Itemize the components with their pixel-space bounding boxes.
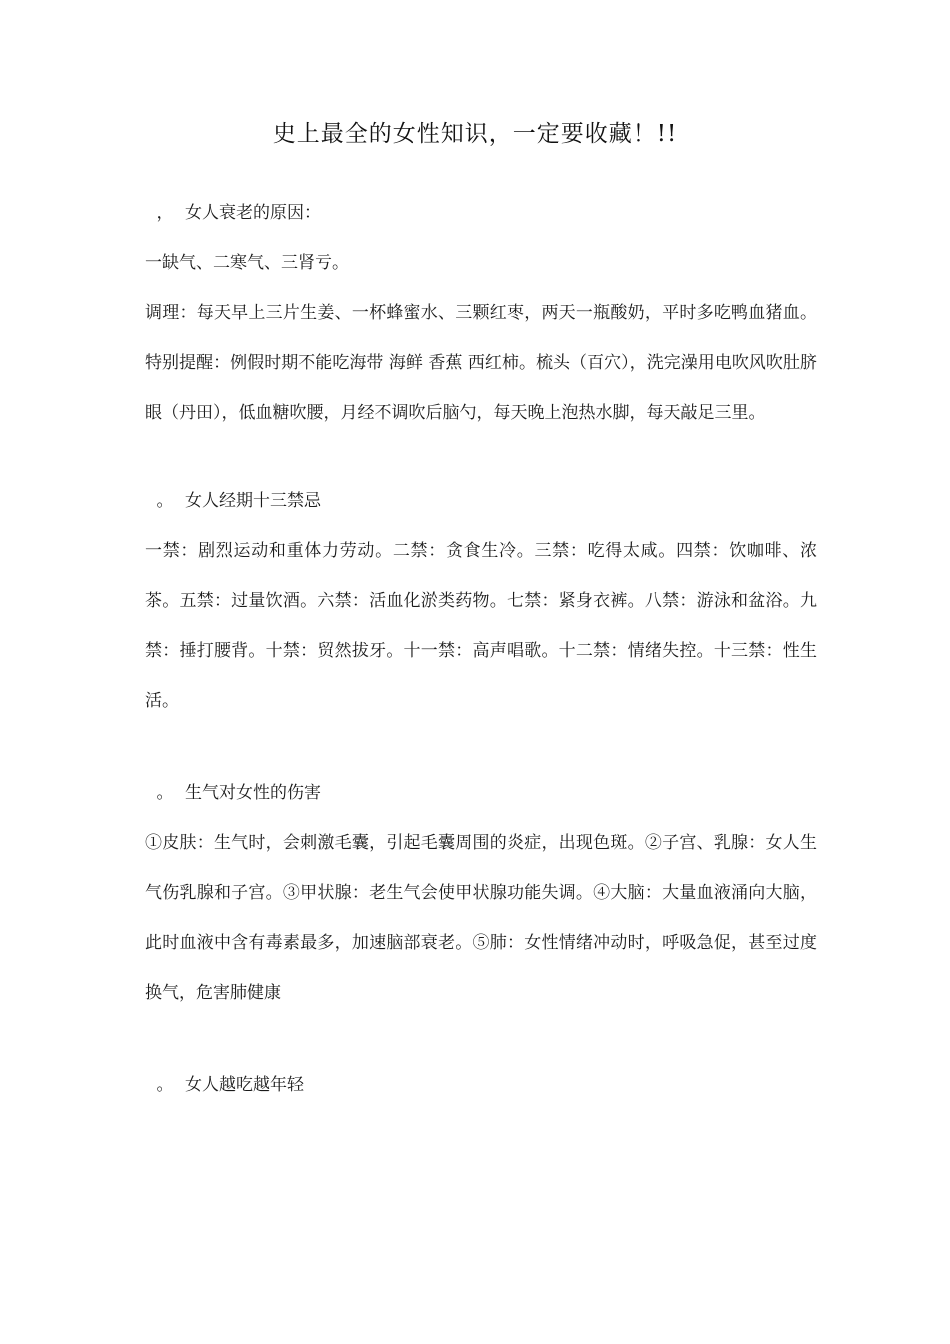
paragraph-conditioning: 调理：每天早上三片生姜、一杯蜂蜜水、三颗红枣，两天一瓶酸奶，平时多吃鸭血猪血。特别提醒：例假时期不能吃海带 海鲜 香蕉 西红柿。梳头（百穴），洗完澡用电吹风吹肚脐眼（丹田），低血糖吹腰，月经不调吹后脑勺，每天晚上泡热水脚，每天敲足三里。 (145, 303, 817, 423)
page-title: 史上最全的女性知识，一定要收藏！!! (272, 121, 678, 147)
heading-marker: 。 (156, 783, 174, 803)
heading-text: 女人衰老的原因： (185, 203, 321, 223)
heading-marker: ， (156, 203, 174, 223)
heading-text: 女人经期十三禁忌 (185, 491, 321, 511)
section-heading-aging-causes (145, 196, 817, 230)
section-heading-anger-harm (145, 776, 817, 810)
paragraph-anger-harm: ①皮肤：生气时，会刺激毛囊，引起毛囊周围的炎症，出现色斑。②子宫、乳腺：女人生气伤乳腺和子宫。③甲状腺：老生气会使甲状腺功能失调。④大脑：大量血液涌向大脑，此时血液中含有毒素最多，加速脑部衰老。⑤肺：女性情绪冲动时，呼吸急促，甚至过度换气，危害肺健康 (145, 833, 817, 1003)
section-heading-eat-younger (145, 1068, 817, 1102)
document-body (145, 196, 817, 1102)
heading-marker: 。 (156, 1075, 174, 1095)
section-heading-period-taboos (145, 484, 817, 518)
heading-text: 生气对女性的伤害 (185, 783, 321, 803)
paragraph-period-taboos: 一禁：剧烈运动和重体力劳动。二禁：贪食生冷。三禁：吃得太咸。四禁：饮咖啡、浓茶。五禁：过量饮酒。六禁：活血化淤类药物。七禁：紧身衣裤。八禁：游泳和盆浴。九禁：捶打腰背。十禁：贸然拔牙。十一禁：高声唱歌。十二禁：情绪失控。十三禁：性生活。 (145, 541, 817, 711)
heading-marker: 。 (156, 491, 174, 511)
heading-text: 女人越吃越年轻 (185, 1075, 304, 1095)
paragraph-aging-causes: 一缺气、二寒气、三肾亏。 (145, 253, 349, 273)
